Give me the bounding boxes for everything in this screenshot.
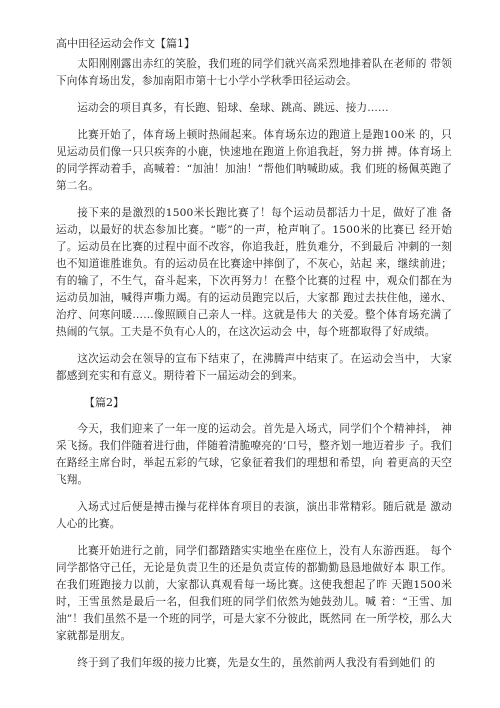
- paragraph: 比赛开始进行之前，同学们都踏踏实实地坐在座位上，没有人东游西逛。 每个同学都恪守己任，无论是负责卫生的还是负责宣传的都勤勤恳恳地做好本 职工作。在我们班跑接力以前，大家都认真观看每一场比赛。这使我想起了昨 天跑1500米时，王雪虽然是最后一名，但我们班的同学们依然为她鼓劲儿。喊 着：“王雪、加油”！我们虽然不是一个班的同学，可是大家不分彼此，既然同 在一所学校，那么大家就都是朋友。: [56, 545, 452, 642]
- document-title: 高中田径运动会作文【篇1】: [56, 37, 195, 50]
- paragraph: 今天，我们迎来了一年一度的运动会。首先是入场式，同学们个个精神抖， 神采飞扬。我们伴随着进行曲，伴随着清脆嘹亮的’口号，整齐划一地迈着步 子。我们在路经主席台时，举起五彩的气球，它象征着我们的理想和希望，向 着更高的天空飞翔。: [56, 423, 452, 486]
- section-heading: 【篇2】: [84, 396, 124, 409]
- paragraph: 比赛开始了，体育场上顿时热闹起来。体育场东边的跑道上是跑100米 的，只见运动员们像一只只疾奔的小鹿，快速地在跑道上你追我赶，努力拼 搏。体育场上的同学挥动着手，高喊着：“加油！加油！”帮他们呐喊助威。我 们班的杨佩英跑了第二名。: [56, 129, 452, 192]
- article-section-2: [56, 395, 452, 672]
- paragraph: 太阳刚刚露出赤红的笑脸，我们班的同学们就兴高采烈地排着队在老师的 带领下向体育场出发，参加南阳市第十七小学小学秋季田径运动会。: [56, 58, 452, 87]
- paragraph: 接下来的是激烈的1500米长跑比赛了！每个运动员都活力十足，做好了准 备运动，以最好的状态参加比赛。“嘭”的一声，枪声响了。1500米的比赛已 经开始了。运动员在比赛的过程中面不改容，你追我赶，胜负难分，不到最后 冲刺的一刻也不知道谁胜谁负。有的运动员在比赛途中摔倒了，不灰心，站起 来，继续前进；有的输了，不生气，奋斗起来，下次再努力！在整个比赛的过程 中，观众们都在为运动员加油，喊得声嘶力竭。有的运动员跑完以后，大家都 跑过去扶住他，递水、治疗、问寒问暖……像照顾自己亲人一样。这就是伟大 的关爱。整个体育场充满了热闹的气氛。工夫是不负有心人的，在这次运动会 中，每个班都取得了好成绩。: [56, 207, 452, 338]
- paragraph: 运动会的项目真多，有长跑、铅球、垒球、跳高、跳远、接力……: [77, 102, 389, 114]
- paragraph: 入场式过后便是搏击操与花样体育项目的表演，演出非常精彩。随后就是 激动人心的比赛。: [56, 501, 452, 530]
- article-section-1: [56, 56, 452, 385]
- paragraph: 终于到了我们年级的接力比赛，先是女生的，虽然前两人我没有看到她们 的: [77, 657, 436, 669]
- paragraph: 这次运动会在领导的宣布下结束了，在沸腾声中结束了。在运动会当中， 大家都感到充实和有意义。期待着下一届运动会的到来。: [56, 353, 452, 382]
- document-page: [56, 36, 452, 682]
